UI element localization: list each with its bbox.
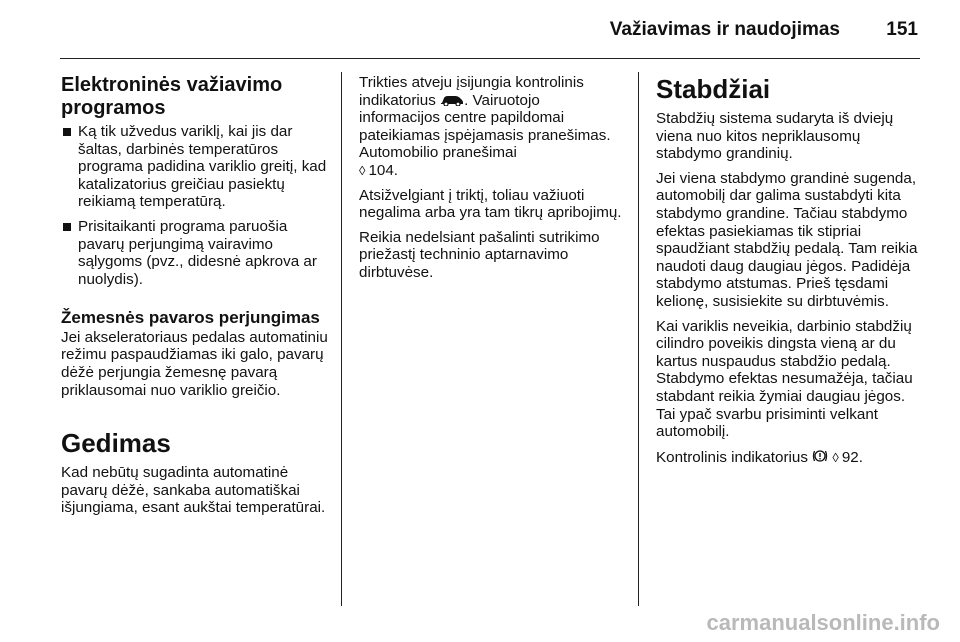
page-number: 151 bbox=[886, 19, 918, 40]
heading-kickdown: Žemesnės pavaros perjungimas bbox=[61, 308, 320, 328]
heading-fault: Gedimas bbox=[61, 428, 171, 459]
reference-arrow-icon: ◊ bbox=[832, 449, 839, 465]
page-reference-link[interactable]: 92. bbox=[841, 448, 863, 466]
bullet-square-icon bbox=[63, 128, 71, 136]
fault-indicator-text: Trikties atveju įsijungia kontrolinis indikatorius . Vairuotojo informacijos centre papildomai pateikiamas įspėjamasis pranešimas. Automobilio pranešimai ◊ 104. bbox=[359, 74, 611, 179]
page-reference-link[interactable]: 104. bbox=[368, 161, 398, 179]
brake-indicator-text: Kontrolinis indikatorius ◊ 92. bbox=[656, 448, 863, 466]
heading-driving-programs: Elektroninės važiavimo programos bbox=[61, 74, 283, 119]
brake-warning-icon bbox=[812, 448, 828, 464]
list-item: Prisitaikanti programa paruošia pavarų perjungimą vairavimo sąlygoms (pvz., didesnė apkrova ar nuolydis). bbox=[61, 218, 331, 288]
kickdown-text: Jei akseleratoriaus pedalas automatiniu režimu paspaudžiamas iki galo, pavarų dėžė perjungia žemesnę pavarą priklausomai nuo variklio greičio. bbox=[61, 328, 328, 399]
column-1 bbox=[61, 74, 331, 524]
brakes-text-2: Jei viena stabdymo grandinė sugenda, automobilį dar galima sustabdyti kita stabdymo grandine. Tačiau stabdymo efektas pasiekiamas tik stipriai spaudžiant stabdžių pedalą. Tam reikia naudoti daug daugiau jėgos. Padidėja stabdymo atstumas. Prieš tęsdami kelionę, susisiekite su dirbtuvėmis. bbox=[656, 169, 918, 310]
heading-brakes: Stabdžiai bbox=[656, 74, 771, 104]
car-warning-icon bbox=[440, 94, 464, 106]
column-2 bbox=[359, 74, 623, 289]
reference-arrow-icon: ◊ bbox=[359, 162, 366, 178]
column-divider-2 bbox=[638, 72, 639, 606]
brakes-text-3: Kai variklis neveikia, darbinio stabdžių cilindro poveikis dingsta vieną ar du kartus nuspaudus stabdžio pedalą. Stabdymo efektas nesumažėja, tačiau stabdant reikia žymiai daugiau jėgos. Tai ypač svarbu prisiminti velkant automobilį. bbox=[656, 317, 913, 441]
programs-list bbox=[61, 123, 331, 288]
column-divider-1 bbox=[341, 72, 342, 606]
column-3 bbox=[656, 74, 920, 473]
chapter-title: Važiavimas ir naudojimas bbox=[609, 19, 840, 40]
header-rule bbox=[60, 58, 920, 59]
workshop-text: Reikia nedelsiant pašalinti sutrikimo priežastį techninio aptarnavimo dirbtuvėse. bbox=[359, 228, 600, 281]
fault-text: Kad nebūtų sugadinta automatinė pavarų dėžė, sankaba automatiškai išjungiama, esant aukštai temperatūrai. bbox=[61, 464, 326, 517]
brakes-text-1: Stabdžių sistema sudaryta iš dviejų viena nuo kitos nepriklausomų stabdymo grandinių. bbox=[656, 110, 894, 163]
list-item: Ką tik užvedus variklį, kai jis dar šaltas, darbinės temperatūros programa padidina variklio greitį, kad katalizatorius greičiau pasiektų reikiamą temperatūrą. bbox=[61, 123, 331, 211]
watermark: carmanualsonline.info bbox=[706, 610, 940, 635]
page-header bbox=[0, 0, 960, 60]
bullet-square-icon bbox=[63, 223, 71, 231]
restrictions-text: Atsižvelgiant į triktį, toliau važiuoti negalima arba yra tam tikrų apribojimų. bbox=[359, 186, 622, 222]
